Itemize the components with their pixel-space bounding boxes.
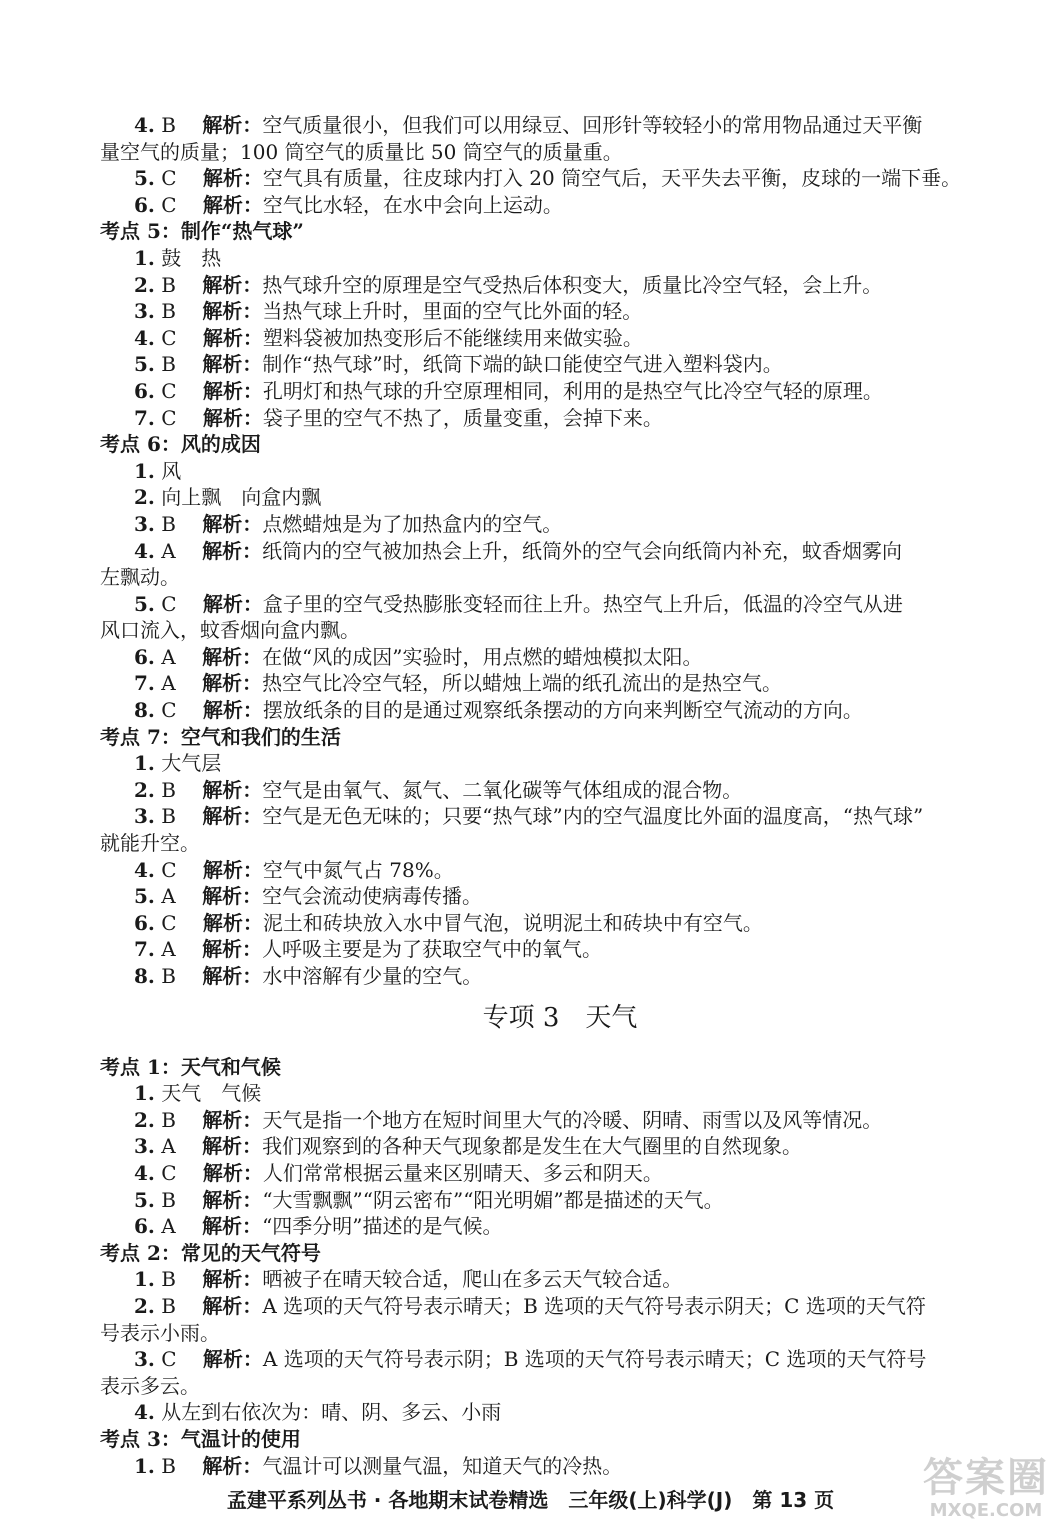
question-number: 1. <box>134 458 155 483</box>
answer-choice: C <box>161 591 177 616</box>
question-number: 5. <box>134 352 155 377</box>
answer-line <box>100 1080 980 1107</box>
analysis-text: 空气中氮气占 78%。 <box>262 857 454 882</box>
answer-line <box>100 697 980 724</box>
topic-heading: 考点 5：制作“热气球” <box>100 219 304 244</box>
answer-line <box>100 484 980 511</box>
answer-line <box>100 378 980 405</box>
answer-line <box>100 963 980 990</box>
topic-heading: 考点 7：空气和我们的生活 <box>100 724 341 749</box>
answer-line <box>100 644 980 671</box>
answer-line <box>100 165 980 192</box>
answer-line <box>100 298 980 325</box>
answer-choice: A <box>161 884 176 909</box>
continuation-line: 就能升空。 <box>100 831 200 856</box>
analysis-label: 解析： <box>202 1107 263 1132</box>
answer-line <box>100 883 980 910</box>
continuation-line: 风口流入，蚊香烟向盒内飘。 <box>100 618 360 643</box>
analysis-label: 解析： <box>202 113 263 137</box>
analysis-text: 空气会流动使病毒传播。 <box>262 884 483 909</box>
analysis-label: 解析： <box>202 1160 263 1185</box>
answer-line <box>100 1293 980 1320</box>
analysis-text: 空气比水轻，在水中会向上运动。 <box>262 192 563 217</box>
question-number: 6. <box>134 910 155 935</box>
answer-choice: B <box>161 777 176 802</box>
analysis-label: 解析： <box>202 1347 263 1372</box>
analysis-text: A 选项的天气符号表示阴；B 选项的天气符号表示晴天；C 选项的天气符号 <box>262 1347 927 1372</box>
continuation-line: 左飘动。 <box>100 565 180 590</box>
topic-heading: 考点 6：风的成因 <box>100 432 261 457</box>
answer-line <box>100 325 980 352</box>
answer-choice: C <box>161 698 177 723</box>
analysis-text: 热空气比冷空气轻，所以蜡烛上端的纸孔流出的是热空气。 <box>262 671 783 696</box>
answer-line <box>100 192 980 219</box>
question-number: 7. <box>134 671 155 696</box>
answer-line <box>100 405 980 432</box>
analysis-text: 孔明灯和热气球的升空原理相同，利用的是热空气比冷空气轻的原理。 <box>262 378 883 403</box>
question-number: 6. <box>134 192 155 217</box>
answer-line <box>100 538 980 565</box>
analysis-label: 解析： <box>202 884 263 909</box>
analysis-label: 解析： <box>202 378 263 403</box>
question-number: 1. <box>134 1081 155 1106</box>
question-number: 2. <box>134 1293 155 1318</box>
section-title: 专项 3 天气 <box>482 1002 638 1033</box>
analysis-text: “大雪飘飘”“阴云密布”“阳光明媚”都是描述的天气。 <box>262 1187 724 1212</box>
analysis-text: 点燃蜡烛是为了加热盒内的空气。 <box>262 511 563 536</box>
analysis-label: 解析： <box>202 937 263 962</box>
analysis-label: 解析： <box>202 804 263 829</box>
question-number: 4. <box>134 857 155 882</box>
answer-choice: A <box>161 1214 176 1239</box>
answer-line <box>100 910 980 937</box>
answer-line <box>100 1187 980 1214</box>
analysis-text: 当热气球上升时，里面的空气比外面的轻。 <box>262 299 643 324</box>
question-number: 5. <box>134 1187 155 1212</box>
analysis-text: 盒子里的空气受热膨胀变轻而往上升。热空气上升后，低温的冷空气从进 <box>262 591 903 616</box>
answer-choice: B <box>161 804 176 829</box>
answer-line <box>100 591 980 618</box>
answer-choice: A <box>161 937 176 962</box>
answer-text: 鼓 热 <box>161 245 222 270</box>
answer-choice: C <box>161 325 177 350</box>
answer-line <box>100 803 980 830</box>
analysis-label: 解析： <box>202 1214 263 1239</box>
question-number: 3. <box>134 1347 155 1372</box>
answer-choice: B <box>161 511 176 536</box>
analysis-text: 空气具有质量，往皮球内打入 20 筒空气后，天平失去平衡，皮球的一端下垂。 <box>262 166 962 191</box>
answer-line <box>100 245 980 272</box>
question-number: 3. <box>134 299 155 324</box>
question-number: 7. <box>134 405 155 430</box>
question-number: 3. <box>134 1134 155 1159</box>
answer-line <box>100 1399 980 1426</box>
answer-choice: B <box>161 1187 176 1212</box>
answer-choice: C <box>161 405 177 430</box>
continuation-line: 量空气的质量；100 筒空气的质量比 50 筒空气的质量重。 <box>100 139 623 164</box>
answer-choice: C <box>161 192 177 217</box>
answer-line <box>100 1133 980 1160</box>
question-number: 8. <box>134 698 155 723</box>
analysis-text: 在做“风的成因”实验时，用点燃的蜡烛模拟太阳。 <box>262 644 703 669</box>
answer-line <box>100 1453 980 1480</box>
answer-choice: B <box>161 272 176 297</box>
question-number: 3. <box>134 804 155 829</box>
answer-line <box>100 272 980 299</box>
answer-choice: B <box>161 1453 176 1478</box>
analysis-label: 解析： <box>202 1453 263 1478</box>
question-number: 7. <box>134 937 155 962</box>
question-number: 1. <box>134 1267 155 1292</box>
answer-choice: B <box>161 1267 176 1292</box>
answer-choice: B <box>161 1293 176 1318</box>
analysis-text: 泥土和砖块放入水中冒气泡，说明泥土和砖块中有空气。 <box>262 910 763 935</box>
answer-line <box>100 1160 980 1187</box>
answer-line <box>100 1266 980 1293</box>
answer-choice: A <box>161 671 176 696</box>
analysis-label: 解析： <box>202 910 263 935</box>
analysis-text: 空气是无色无味的；只要“热气球”内的空气温度比外面的温度高，“热气球” <box>262 804 924 829</box>
analysis-label: 解析： <box>202 591 263 616</box>
topic-heading: 考点 1：天气和气候 <box>100 1054 281 1079</box>
analysis-text: 热气球升空的原理是空气受热后体积变大，质量比冷空气轻，会上升。 <box>262 272 883 297</box>
page-footer: 孟建平系列丛书 · 各地期末试卷精选 三年级(上)科学(J) 第 13 页 <box>226 1488 835 1512</box>
answer-line <box>100 112 980 139</box>
question-number: 5. <box>134 591 155 616</box>
answer-text: 从左到右依次为：晴、阴、多云、小雨 <box>161 1400 502 1425</box>
question-number: 4. <box>134 113 155 137</box>
answer-line <box>100 458 980 485</box>
analysis-label: 解析： <box>202 1134 263 1159</box>
answer-line <box>100 857 980 884</box>
answer-line <box>100 1346 980 1373</box>
answer-text: 大气层 <box>161 751 222 776</box>
analysis-text: 袋子里的空气不热了，质量变重，会掉下来。 <box>262 405 663 430</box>
analysis-text: 水中溶解有少量的空气。 <box>262 964 483 988</box>
question-number: 4. <box>134 325 155 350</box>
watermark-url: MXQE.COM <box>929 1500 1043 1521</box>
topic-heading: 考点 3：气温计的使用 <box>100 1426 301 1451</box>
analysis-text: 人呼吸主要是为了获取空气中的氧气。 <box>262 937 603 962</box>
analysis-text: 天气是指一个地方在短时间里大气的冷暖、阴晴、雨雪以及风等情况。 <box>262 1107 883 1132</box>
answer-content <box>100 112 980 1479</box>
answer-choice: A <box>161 1134 176 1159</box>
analysis-label: 解析： <box>202 405 263 430</box>
analysis-label: 解析： <box>202 964 263 988</box>
analysis-label: 解析： <box>202 671 263 696</box>
analysis-label: 解析： <box>202 511 263 536</box>
answer-choice: B <box>161 964 176 988</box>
question-number: 1. <box>134 751 155 776</box>
question-number: 1. <box>134 245 155 270</box>
answer-choice: B <box>161 1107 176 1132</box>
answer-text: 向上飘 向盒内飘 <box>161 485 322 510</box>
analysis-text: 我们观察到的各种天气现象都是发生在大气圈里的自然现象。 <box>262 1134 803 1159</box>
answer-line <box>100 351 980 378</box>
answer-choice: C <box>161 1160 177 1185</box>
question-number: 5. <box>134 166 155 191</box>
analysis-text: 塑料袋被加热变形后不能继续用来做实验。 <box>262 325 643 350</box>
question-number: 4. <box>134 1160 155 1185</box>
analysis-label: 解析： <box>202 352 263 377</box>
question-number: 1. <box>134 1453 155 1478</box>
answer-choice: B <box>161 352 176 377</box>
analysis-label: 解析： <box>202 538 263 563</box>
answer-line <box>100 1107 980 1134</box>
question-number: 6. <box>134 644 155 669</box>
analysis-text: 空气质量很小，但我们可以用绿豆、回形针等较轻小的常用物品通过天平衡 <box>262 113 923 137</box>
watermark-logo: 答案圈 <box>923 1455 1049 1501</box>
analysis-label: 解析： <box>202 698 263 723</box>
topic-heading: 考点 2：常见的天气符号 <box>100 1240 321 1265</box>
continuation-line: 号表示小雨。 <box>100 1320 220 1345</box>
analysis-label: 解析： <box>202 325 263 350</box>
answer-text: 天气 气候 <box>161 1081 262 1106</box>
question-number: 4. <box>134 1400 155 1425</box>
question-number: 2. <box>134 485 155 510</box>
analysis-label: 解析： <box>202 644 263 669</box>
question-number: 2. <box>134 777 155 802</box>
answer-choice: C <box>161 857 177 882</box>
analysis-label: 解析： <box>202 299 263 324</box>
answer-choice: C <box>161 378 177 403</box>
analysis-text: “四季分明”描述的是气候。 <box>262 1214 503 1239</box>
question-number: 6. <box>134 1214 155 1239</box>
analysis-label: 解析： <box>202 192 263 217</box>
analysis-text: 空气是由氧气、氮气、二氧化碳等气体组成的混合物。 <box>262 777 743 802</box>
question-number: 5. <box>134 884 155 909</box>
analysis-label: 解析： <box>202 1293 263 1318</box>
analysis-label: 解析： <box>202 272 263 297</box>
answer-line <box>100 670 980 697</box>
analysis-text: 人们常常根据云量来区别晴天、多云和阴天。 <box>262 1160 663 1185</box>
analysis-label: 解析： <box>202 166 263 191</box>
analysis-label: 解析： <box>202 1267 263 1292</box>
answer-line <box>100 1213 980 1240</box>
question-number: 2. <box>134 1107 155 1132</box>
question-number: 3. <box>134 511 155 536</box>
question-number: 8. <box>134 964 155 988</box>
analysis-text: 摆放纸条的目的是通过观察纸条摆动的方向来判断空气流动的方向。 <box>262 698 863 723</box>
analysis-text: 晒被子在晴天较合适，爬山在多云天气较合适。 <box>262 1267 683 1292</box>
question-number: 4. <box>134 538 155 563</box>
analysis-label: 解析： <box>202 857 263 882</box>
answer-choice: C <box>161 1347 177 1372</box>
answer-text: 风 <box>161 458 182 483</box>
answer-choice: A <box>161 538 176 563</box>
answer-choice: B <box>161 299 176 324</box>
analysis-label: 解析： <box>202 777 263 802</box>
answer-choice: C <box>161 166 177 191</box>
watermark <box>921 1456 1051 1530</box>
analysis-label: 解析： <box>202 1187 263 1212</box>
analysis-text: 制作“热气球”时，纸筒下端的缺口能使空气进入塑料袋内。 <box>262 352 783 377</box>
answer-line <box>100 936 980 963</box>
answer-line <box>100 511 980 538</box>
continuation-line: 表示多云。 <box>100 1373 200 1398</box>
analysis-text: 纸筒内的空气被加热会上升，纸筒外的空气会向纸筒内补充，蚊香烟雾向 <box>262 538 903 563</box>
question-number: 2. <box>134 272 155 297</box>
question-number: 6. <box>134 378 155 403</box>
analysis-text: A 选项的天气符号表示晴天；B 选项的天气符号表示阴天；C 选项的天气符 <box>262 1293 926 1318</box>
answer-line <box>100 750 980 777</box>
analysis-text: 气温计可以测量气温，知道天气的冷热。 <box>262 1453 623 1478</box>
answer-choice: A <box>161 644 176 669</box>
answer-choice: C <box>161 910 177 935</box>
answer-line <box>100 777 980 804</box>
answer-choice: B <box>161 113 176 137</box>
